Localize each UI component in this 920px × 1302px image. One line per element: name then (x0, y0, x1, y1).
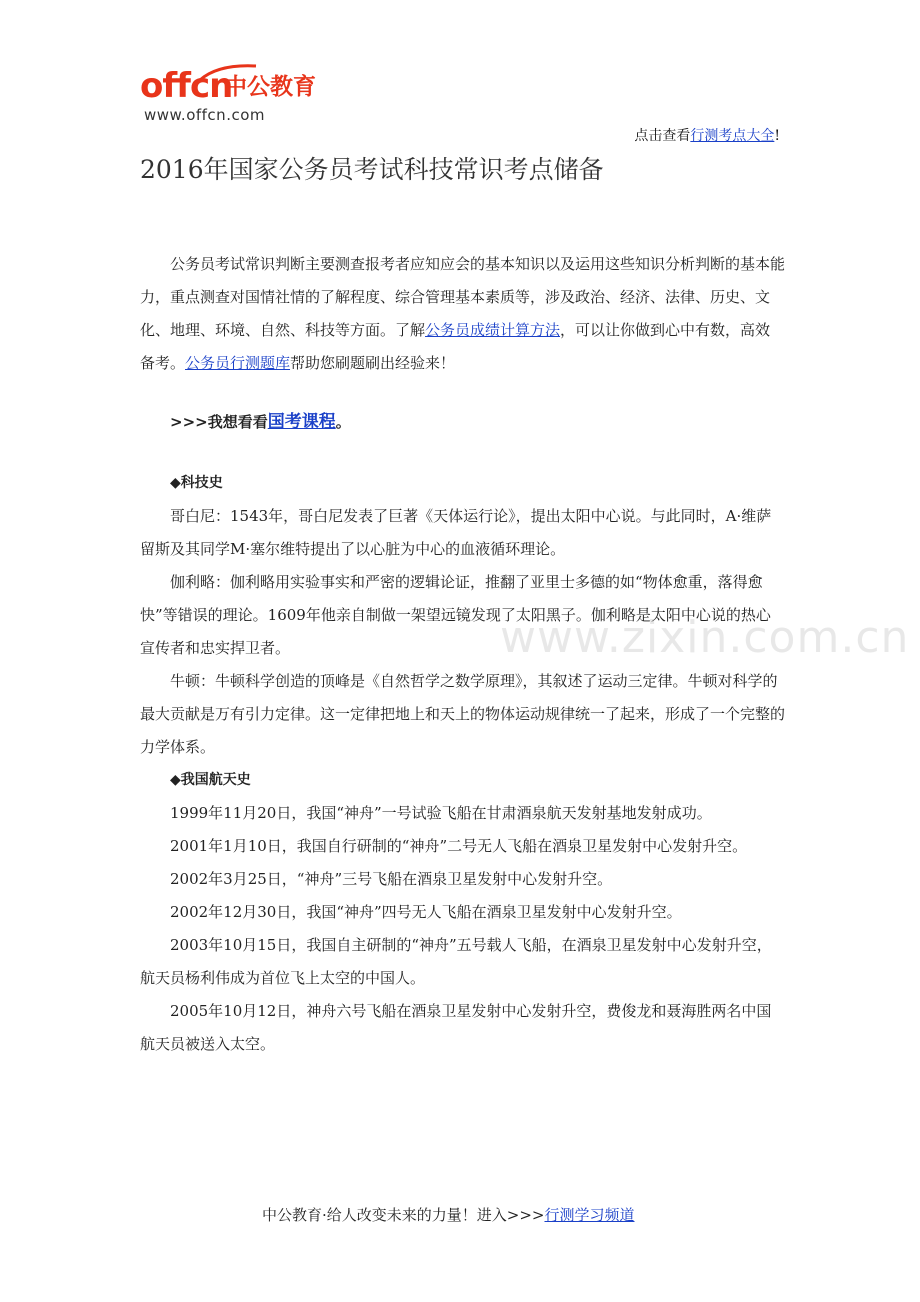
top-note-prefix: 点击查看 (634, 128, 691, 144)
course-suffix: 。 (335, 413, 351, 431)
paragraph-shenzhou-4: 2002年12月30日，我国“神舟”四号无人飞船在酒泉卫星发射中心发射升空。 (170, 903, 682, 921)
intro-paragraph (140, 248, 785, 380)
paragraph-newton: 牛顿：牛顿科学创造的顶峰是《自然哲学之数学原理》，其叙述了运动三定律。牛顿对科学的最大贡献是万有引力定律。这一定律把地上和天上的物体运动规律统一了起来，形成了一个完整的力学体系。 (140, 672, 786, 756)
paragraph-shenzhou-2: 2001年1月10日，我国自行研制的“神舟”二号无人飞船在酒泉卫星发射中心发射升空。 (170, 837, 748, 855)
section-heading-science-history: ◆科技史 (170, 475, 223, 491)
offcn-logo[interactable] (140, 68, 320, 128)
top-note-suffix: ! (774, 128, 780, 144)
top-note-link[interactable]: 行测考点大全 (690, 128, 775, 144)
score-calculation-link[interactable]: 公务员成绩计算方法 (425, 321, 561, 339)
footer (262, 1204, 635, 1226)
intro-text-3: 帮助您刷题刷出经验来！ (290, 354, 456, 372)
footer-channel-link[interactable]: 行测学习频道 (544, 1206, 635, 1224)
paragraph-shenzhou-3: 2002年3月25日，“神舟”三号飞船在酒泉卫星发射中心发射升空。 (170, 870, 613, 888)
paragraph-shenzhou-5: 2003年10月15日，我国自主研制的“神舟”五号载人飞船，在酒泉卫星发射中心发射升空，航天员杨利伟成为首位飞上太空的中国人。 (140, 936, 772, 987)
page-title: 2016年国家公务员考试科技常识考点储备 (140, 155, 604, 184)
national-exam-course-link[interactable]: 国考课程 (267, 412, 336, 432)
footer-text: 中公教育·给人改变未来的力量！进入>>> (262, 1206, 545, 1224)
paragraph-galileo: 伽利略：伽利略用实验事实和严密的逻辑论证，推翻了亚里士多德的如“物体愈重，落得愈快”等错误的理论。1609年他亲自制做一架望远镜发现了太阳黑子。伽利略是太阳中心说的热心宣传者和忠实捍卫者。 (140, 573, 771, 657)
paragraph-copernicus: 哥白尼：1543年，哥白尼发表了巨著《天体运行论》，提出太阳中心说。与此同时，A·维萨留斯及其同学M·塞尔维特提出了以心脏为中心的血液循环理论。 (140, 507, 772, 558)
course-prefix: >>>我想看看 (170, 413, 268, 431)
article-body (140, 248, 785, 1061)
paragraph-shenzhou-6: 2005年10月12日，神舟六号飞船在酒泉卫星发射中心发射升空，费俊龙和聂海胜两名中国航天员被送入太空。 (140, 1002, 772, 1053)
intro-text-2: ，可以让你做到心中有数，高效备考。 (140, 321, 771, 372)
course-line (140, 406, 785, 439)
logo-chinese-name: 中公教育 (224, 74, 316, 100)
logo-wordmark: offcn (140, 66, 233, 106)
watermark: www.zixin.com.cn (500, 612, 910, 663)
section-heading-space-history: ◆我国航天史 (170, 772, 251, 788)
intro-text-1: 公务员考试常识判断主要测查报考者应知应会的基本知识以及运用这些知识分析判断的基本能力，重点测查对国情社情的了解程度、综合管理基本素质等，涉及政治、经济、法律、历史、文化、地理、环境、自然、科技等方面。了解 (140, 255, 786, 339)
logo-url: www.offcn.com (144, 106, 265, 124)
question-bank-link[interactable]: 公务员行测题库 (185, 354, 291, 372)
paragraph-shenzhou-1: 1999年11月20日，我国“神舟”一号试验飞船在甘肃酒泉航天发射基地发射成功。 (170, 804, 712, 822)
top-note (634, 126, 780, 146)
